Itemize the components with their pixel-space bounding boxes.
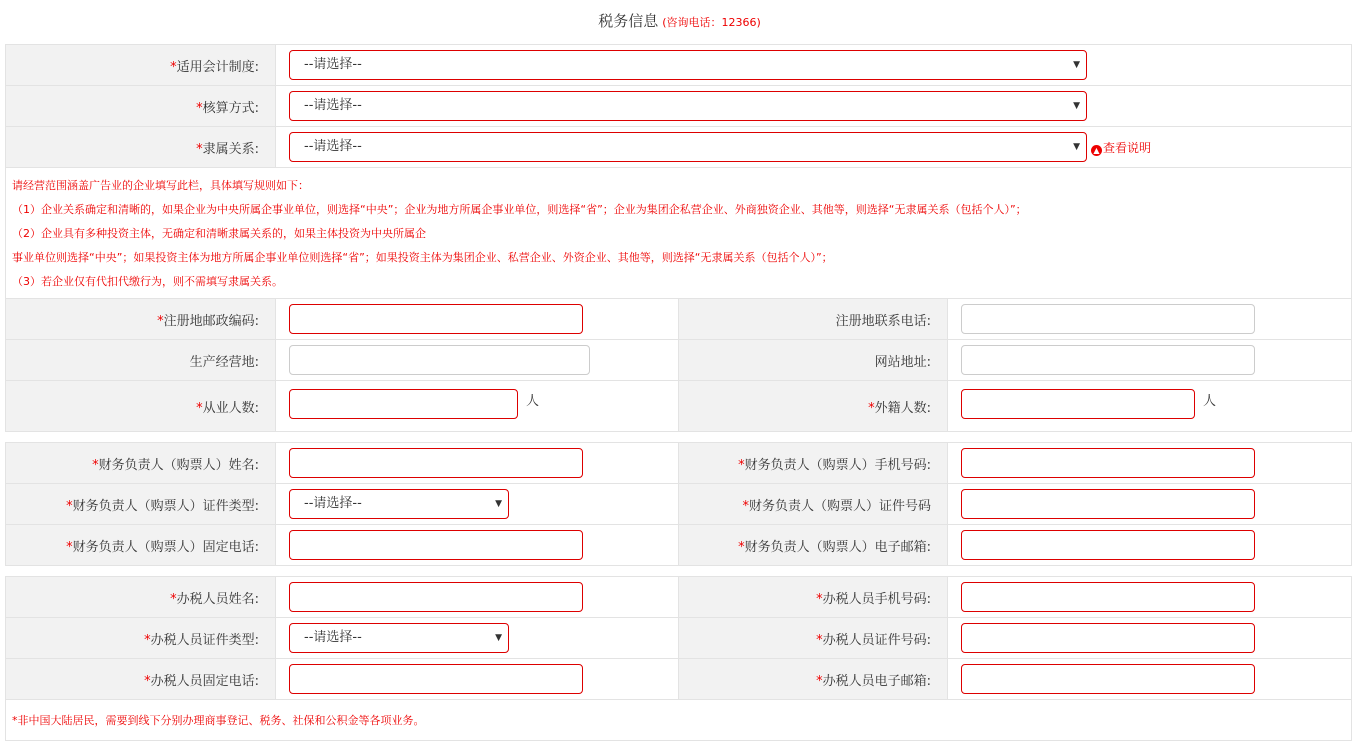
consult-phone-hint: (咨询电话：12366) [662, 16, 761, 29]
finance-name-input[interactable] [289, 448, 583, 478]
postcode-input[interactable] [289, 304, 583, 334]
accounting-method-label: *核算方式: [6, 86, 276, 127]
non-resident-footnote: *非中国大陆居民，需要到线下分别办理商事登记、税务、社保和公积金等各项业务。 [6, 700, 1352, 741]
note-line: （2）企业具有多种投资主体，无确定和清晰隶属关系的，如果主体投资为中央所属企 [12, 227, 426, 240]
foreign-employees-input[interactable] [961, 389, 1195, 419]
finance-phone-input[interactable] [289, 530, 583, 560]
officer-name-input[interactable] [289, 582, 583, 612]
affiliation-select[interactable]: --请选择-- ▼ [289, 132, 1087, 162]
accounting-system-label: *适用会计制度: [6, 45, 276, 86]
finance-id-type-select[interactable]: --请选择-- ▼ [289, 489, 509, 519]
officer-email-label: *办税人员电子邮箱: [679, 659, 948, 700]
foreign-employees-unit: 人 [1203, 394, 1217, 409]
chevron-down-icon: ▼ [495, 499, 502, 509]
chevron-down-icon: ▼ [1073, 60, 1080, 70]
officer-id-type-label: *办税人员证件类型: [6, 618, 276, 659]
reg-phone-label: 注册地联系电话: [679, 299, 948, 340]
view-explanation-link[interactable]: ▲ 查看说明 [1091, 139, 1151, 156]
finance-id-number-input[interactable] [961, 489, 1255, 519]
finance-mobile-input[interactable] [961, 448, 1255, 478]
business-address-label: 生产经营地: [6, 340, 276, 381]
reg-phone-input[interactable] [961, 304, 1255, 334]
foreign-employees-label: *外籍人数: [679, 381, 948, 432]
employees-input[interactable] [289, 389, 518, 419]
note-line: 事业单位则选择“中央”；如果投资主体为地方所属企事业单位则选择“省”；如果投资主体为集团企业、私营企业、外资企业、其他等，则选择“无隶属关系（包括个人）”； [12, 251, 833, 264]
officer-phone-input[interactable] [289, 664, 583, 694]
affiliation-notes [6, 168, 1352, 301]
finance-email-input[interactable] [961, 530, 1255, 560]
employees-unit: 人 [526, 394, 540, 409]
officer-id-number-label: *办税人员证件号码: [679, 618, 948, 659]
page-title-text: 税务信息 [598, 12, 659, 30]
officer-name-label: *办税人员姓名: [6, 577, 276, 618]
tax-officer-section [5, 576, 1352, 741]
chevron-down-icon: ▼ [1073, 142, 1080, 152]
officer-id-number-input[interactable] [961, 623, 1255, 653]
website-input[interactable] [961, 345, 1255, 375]
officer-phone-label: *办税人员固定电话: [6, 659, 276, 700]
note-line: 请经营范围涵盖广告业的企业填写此栏，具体填写规则如下： [12, 179, 309, 192]
tax-basic-section [5, 44, 1352, 301]
tax-address-section [5, 298, 1352, 432]
finance-phone-label: *财务负责人（购票人）固定电话: [6, 525, 276, 566]
finance-mobile-label: *财务负责人（购票人）手机号码: [679, 443, 948, 484]
officer-email-input[interactable] [961, 664, 1255, 694]
officer-id-type-select[interactable]: --请选择-- ▼ [289, 623, 509, 653]
accounting-system-select[interactable]: --请选择-- ▼ [289, 50, 1087, 80]
note-line: （3）若企业仅有代扣代缴行为，则不需填写隶属关系。 [12, 275, 283, 288]
officer-mobile-input[interactable] [961, 582, 1255, 612]
officer-mobile-label: *办税人员手机号码: [679, 577, 948, 618]
website-label: 网站地址: [679, 340, 948, 381]
affiliation-label: *隶属关系: [6, 127, 276, 168]
page-title [0, 10, 1359, 32]
chevron-down-icon: ▼ [1073, 101, 1080, 111]
chevron-up-circle-icon: ▲ [1091, 145, 1102, 156]
finance-id-type-label: *财务负责人（购票人）证件类型: [6, 484, 276, 525]
postcode-label: *注册地邮政编码: [6, 299, 276, 340]
finance-section [5, 442, 1352, 566]
business-address-input[interactable] [289, 345, 590, 375]
chevron-down-icon: ▼ [495, 633, 502, 643]
employees-label: *从业人数: [6, 381, 276, 432]
finance-email-label: *财务负责人（购票人）电子邮箱: [679, 525, 948, 566]
accounting-method-select[interactable]: --请选择-- ▼ [289, 91, 1087, 121]
finance-name-label: *财务负责人（购票人）姓名: [6, 443, 276, 484]
note-line: （1）企业关系确定和清晰的，如果企业为中央所属企事业单位，则选择“中央”；企业为地方所属企事业单位，则选择“省”；企业为集团企私营企业、外商独资企业、其他等，则选择“无隶属关系（包括个人）”； [12, 203, 1027, 216]
finance-id-number-label: *财务负责人（购票人）证件号码 [679, 484, 948, 525]
